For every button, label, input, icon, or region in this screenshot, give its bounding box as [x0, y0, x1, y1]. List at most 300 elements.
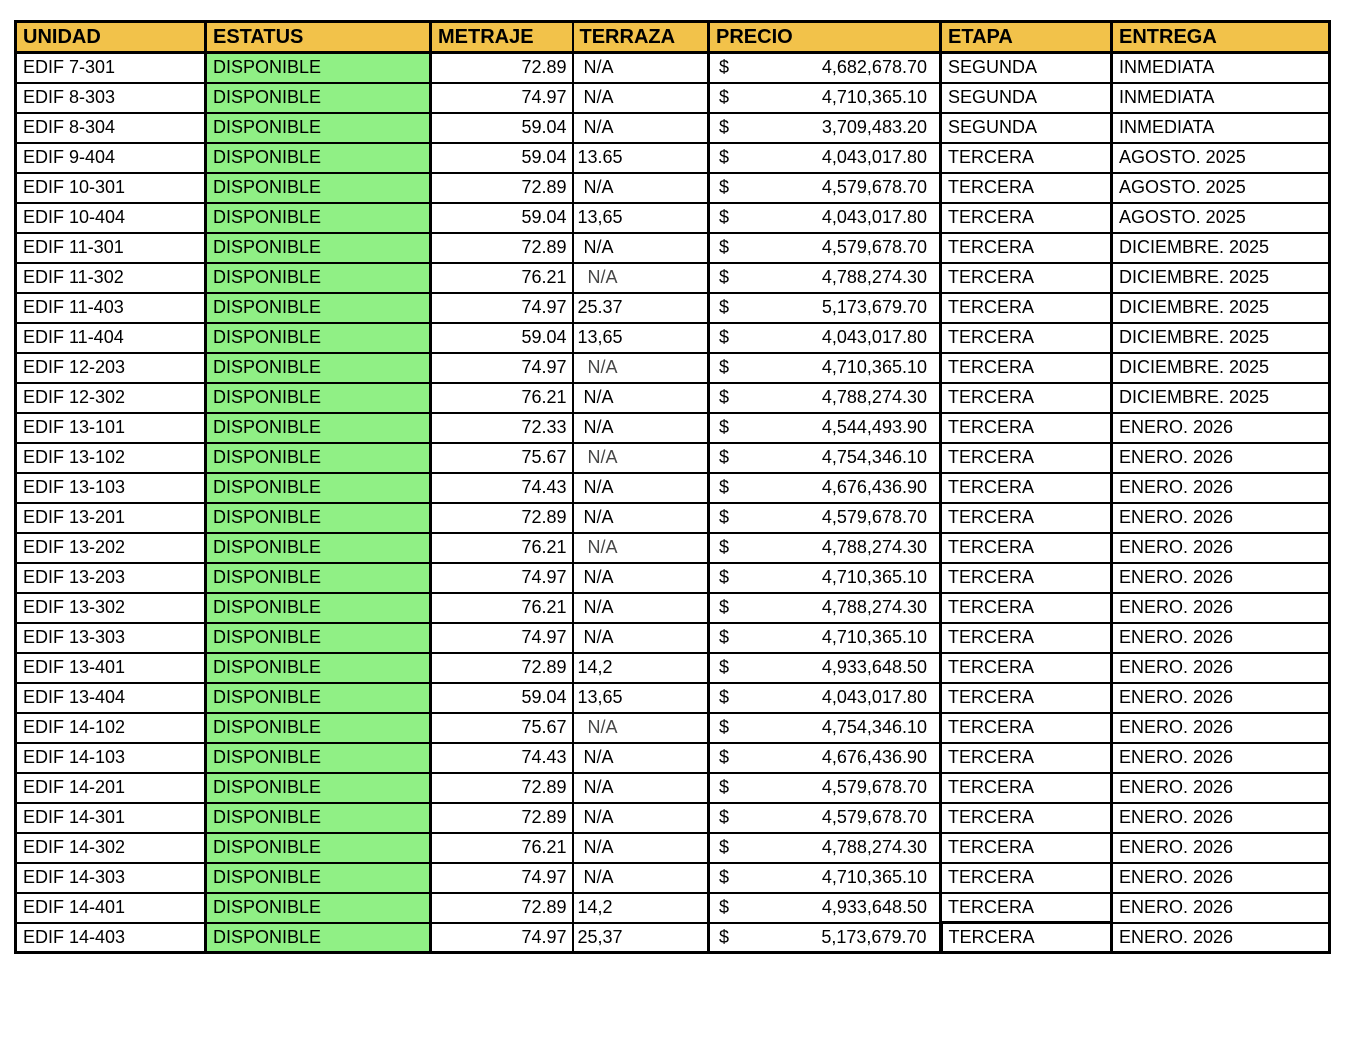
cell-unidad[interactable]: EDIF 12-203 — [16, 353, 206, 383]
price-amount: 4,710,365.10 — [821, 867, 927, 887]
cell-metraje[interactable]: 72.89 — [431, 233, 573, 263]
cell-metraje[interactable]: 74.97 — [431, 83, 573, 113]
cell-terraza[interactable]: N/A — [573, 593, 709, 623]
cell-unidad[interactable]: EDIF 11-301 — [16, 233, 206, 263]
cell-precio[interactable] — [709, 143, 941, 173]
table-row — [16, 713, 1330, 743]
cell-entrega[interactable]: ENERO. 2026 — [1112, 653, 1330, 683]
cell-metraje[interactable]: 74.43 — [431, 473, 573, 503]
cell-unidad[interactable]: EDIF 12-302 — [16, 383, 206, 413]
cell-unidad[interactable]: EDIF 13-202 — [16, 533, 206, 563]
cell-terraza[interactable]: N/A — [573, 413, 709, 443]
cell-unidad[interactable]: EDIF 13-101 — [16, 413, 206, 443]
cell-precio[interactable] — [709, 173, 941, 203]
cell-estatus status-badge[interactable]: DISPONIBLE — [206, 563, 431, 593]
column-header-etapa[interactable]: ETAPA — [941, 22, 1112, 53]
column-header-metraje[interactable]: METRAJE — [431, 22, 573, 53]
cell-estatus status-badge[interactable]: DISPONIBLE — [206, 143, 431, 173]
cell-precio[interactable] — [709, 833, 941, 863]
cell-unidad[interactable]: EDIF 8-304 — [16, 113, 206, 143]
currency-symbol: $ — [719, 417, 730, 437]
table-row — [16, 593, 1330, 623]
cell-unidad[interactable]: EDIF 14-303 — [16, 863, 206, 893]
table-row — [16, 773, 1330, 803]
cell-metraje[interactable]: 76.21 — [431, 833, 573, 863]
price-amount: 4,043,017.80 — [821, 327, 927, 347]
cell-entrega[interactable]: ENERO. 2026 — [1112, 713, 1330, 743]
cell-metraje[interactable]: 72.33 — [431, 413, 573, 443]
cell-etapa[interactable]: SEGUNDA — [941, 53, 1112, 83]
cell-terraza[interactable]: N/A — [573, 833, 709, 863]
cell-estatus status-badge[interactable]: DISPONIBLE — [206, 473, 431, 503]
cell-terraza[interactable]: 13.65 — [573, 143, 709, 173]
price-amount: 4,710,365.10 — [821, 357, 927, 377]
cell-unidad[interactable]: EDIF 13-401 — [16, 653, 206, 683]
cell-precio[interactable] — [709, 563, 941, 593]
price-cell-layout — [710, 537, 939, 558]
cell-entrega[interactable]: AGOSTO. 2025 — [1112, 143, 1330, 173]
cell-precio[interactable] — [709, 623, 941, 653]
currency-symbol: $ — [719, 147, 730, 167]
cell-metraje[interactable]: 72.89 — [431, 803, 573, 833]
cell-estatus status-badge[interactable]: DISPONIBLE — [206, 113, 431, 143]
cell-unidad[interactable]: EDIF 11-404 — [16, 323, 206, 353]
cell-unidad[interactable]: EDIF 13-404 — [16, 683, 206, 713]
cell-terraza[interactable]: N/A — [573, 383, 709, 413]
cell-unidad[interactable]: EDIF 13-302 — [16, 593, 206, 623]
cell-terraza[interactable]: 25,37 — [573, 923, 709, 953]
cell-etapa[interactable]: TERCERA — [941, 503, 1112, 533]
cell-estatus status-badge[interactable]: DISPONIBLE — [206, 323, 431, 353]
price-cell-layout — [710, 237, 939, 258]
price-amount: 4,933,648.50 — [821, 657, 927, 677]
cell-estatus status-badge[interactable]: DISPONIBLE — [206, 353, 431, 383]
cell-entrega[interactable]: ENERO. 2026 — [1112, 893, 1330, 923]
cell-estatus status-badge[interactable]: DISPONIBLE — [206, 803, 431, 833]
cell-precio[interactable] — [709, 743, 941, 773]
cell-precio[interactable] — [709, 323, 941, 353]
cell-metraje[interactable]: 72.89 — [431, 653, 573, 683]
price-amount: 4,676,436.90 — [821, 747, 927, 767]
cell-etapa[interactable]: TERCERA — [941, 743, 1112, 773]
cell-terraza[interactable]: N/A — [573, 803, 709, 833]
cell-etapa[interactable]: TERCERA — [941, 383, 1112, 413]
table-row — [16, 413, 1330, 443]
cell-terraza[interactable]: N/A — [573, 173, 709, 203]
cell-estatus status-badge[interactable]: DISPONIBLE — [206, 923, 431, 953]
cell-estatus status-badge[interactable]: DISPONIBLE — [206, 773, 431, 803]
cell-entrega[interactable]: INMEDIATA — [1112, 83, 1330, 113]
cell-etapa[interactable]: TERCERA — [941, 833, 1112, 863]
price-cell-layout — [710, 717, 939, 738]
inventory-table — [14, 20, 1331, 954]
cell-etapa[interactable]: TERCERA — [941, 473, 1112, 503]
cell-terraza[interactable]: 13,65 — [573, 323, 709, 353]
cell-etapa[interactable]: TERCERA — [941, 443, 1112, 473]
cell-estatus status-badge[interactable]: DISPONIBLE — [206, 713, 431, 743]
price-cell-layout — [710, 57, 939, 78]
cell-precio[interactable] — [709, 923, 941, 953]
cell-unidad[interactable]: EDIF 13-203 — [16, 563, 206, 593]
cell-etapa[interactable]: TERCERA — [941, 143, 1112, 173]
cell-entrega[interactable]: ENERO. 2026 — [1112, 833, 1330, 863]
table-row — [16, 53, 1330, 83]
cell-entrega[interactable]: INMEDIATA — [1112, 113, 1330, 143]
cell-entrega[interactable]: ENERO. 2026 — [1112, 533, 1330, 563]
cell-etapa[interactable]: TERCERA — [941, 263, 1112, 293]
cell-etapa[interactable]: TERCERA — [941, 413, 1112, 443]
cell-entrega[interactable]: ENERO. 2026 — [1112, 443, 1330, 473]
cell-etapa[interactable]: TERCERA — [941, 233, 1112, 263]
cell-etapa[interactable]: TERCERA — [941, 863, 1112, 893]
price-cell-layout — [710, 297, 939, 318]
price-cell-layout — [710, 927, 939, 948]
cell-entrega[interactable]: DICIEMBRE. 2025 — [1112, 323, 1330, 353]
cell-terraza[interactable]: 13,65 — [573, 203, 709, 233]
table-row — [16, 563, 1330, 593]
price-amount: 4,579,678.70 — [821, 807, 927, 827]
cell-metraje[interactable]: 72.89 — [431, 53, 573, 83]
cell-precio[interactable] — [709, 503, 941, 533]
currency-symbol: $ — [719, 327, 730, 347]
cell-precio[interactable] — [709, 383, 941, 413]
cell-precio[interactable] — [709, 83, 941, 113]
cell-metraje[interactable]: 72.89 — [431, 893, 573, 923]
currency-symbol: $ — [719, 567, 730, 587]
cell-precio[interactable] — [709, 473, 941, 503]
cell-estatus status-badge[interactable]: DISPONIBLE — [206, 653, 431, 683]
cell-etapa[interactable]: TERCERA — [941, 623, 1112, 653]
currency-symbol: $ — [719, 537, 730, 557]
cell-metraje[interactable]: 74.97 — [431, 563, 573, 593]
cell-metraje[interactable]: 74.97 — [431, 293, 573, 323]
cell-precio[interactable] — [709, 863, 941, 893]
cell-unidad[interactable]: EDIF 14-102 — [16, 713, 206, 743]
price-cell-layout — [710, 657, 939, 678]
table-row — [16, 323, 1330, 353]
cell-unidad[interactable]: EDIF 14-201 — [16, 773, 206, 803]
price-cell-layout — [710, 357, 939, 378]
cell-metraje[interactable]: 59.04 — [431, 113, 573, 143]
cell-precio[interactable] — [709, 893, 941, 923]
cell-precio[interactable] — [709, 353, 941, 383]
cell-terraza[interactable]: 25.37 — [573, 293, 709, 323]
price-amount: 3,709,483.20 — [821, 117, 927, 137]
cell-unidad[interactable]: EDIF 14-301 — [16, 803, 206, 833]
cell-metraje[interactable]: 76.21 — [431, 533, 573, 563]
cell-unidad[interactable]: EDIF 13-303 — [16, 623, 206, 653]
price-amount: 4,788,274.30 — [821, 267, 927, 287]
cell-metraje[interactable]: 74.97 — [431, 923, 573, 953]
cell-precio[interactable] — [709, 533, 941, 563]
cell-etapa[interactable]: TERCERA — [941, 923, 1112, 953]
price-cell-layout — [710, 747, 939, 768]
cell-unidad[interactable]: EDIF 11-302 — [16, 263, 206, 293]
column-header-precio[interactable]: PRECIO — [709, 22, 941, 53]
cell-precio[interactable] — [709, 203, 941, 233]
price-amount: 4,754,346.10 — [821, 447, 927, 467]
cell-metraje[interactable]: 72.89 — [431, 773, 573, 803]
table-row — [16, 623, 1330, 653]
cell-estatus status-badge[interactable]: DISPONIBLE — [206, 893, 431, 923]
price-amount: 4,579,678.70 — [821, 777, 927, 797]
currency-symbol: $ — [719, 297, 730, 317]
table-row — [16, 203, 1330, 233]
cell-unidad[interactable]: EDIF 14-401 — [16, 893, 206, 923]
cell-precio[interactable] — [709, 713, 941, 743]
currency-symbol: $ — [719, 717, 730, 737]
cell-metraje[interactable]: 74.43 — [431, 743, 573, 773]
price-amount: 4,682,678.70 — [821, 57, 927, 78]
cell-etapa[interactable]: TERCERA — [941, 533, 1112, 563]
cell-precio[interactable] — [709, 113, 941, 143]
cell-metraje[interactable]: 75.67 — [431, 443, 573, 473]
cell-entrega[interactable]: ENERO. 2026 — [1112, 923, 1330, 953]
cell-precio[interactable] — [709, 653, 941, 683]
cell-estatus status-badge[interactable]: DISPONIBLE — [206, 833, 431, 863]
cell-estatus status-badge[interactable]: DISPONIBLE — [206, 593, 431, 623]
header-row — [16, 22, 1330, 53]
cell-entrega[interactable]: DICIEMBRE. 2025 — [1112, 353, 1330, 383]
cell-entrega[interactable]: ENERO. 2026 — [1112, 473, 1330, 503]
price-cell-layout — [710, 567, 939, 588]
cell-estatus status-badge[interactable]: DISPONIBLE — [206, 413, 431, 443]
cell-metraje[interactable]: 74.97 — [431, 623, 573, 653]
cell-estatus status-badge[interactable]: DISPONIBLE — [206, 173, 431, 203]
table-row — [16, 533, 1330, 563]
cell-entrega[interactable]: ENERO. 2026 — [1112, 683, 1330, 713]
cell-metraje[interactable]: 59.04 — [431, 323, 573, 353]
cell-terraza[interactable]: N/A — [573, 773, 709, 803]
cell-estatus status-badge[interactable]: DISPONIBLE — [206, 53, 431, 83]
cell-entrega[interactable]: AGOSTO. 2025 — [1112, 173, 1330, 203]
price-amount: 5,173,679.70 — [821, 297, 927, 317]
table-row — [16, 683, 1330, 713]
cell-etapa[interactable]: SEGUNDA — [941, 113, 1112, 143]
cell-estatus status-badge[interactable]: DISPONIBLE — [206, 503, 431, 533]
column-header-estatus[interactable]: ESTATUS — [206, 22, 431, 53]
cell-entrega[interactable]: DICIEMBRE. 2025 — [1112, 233, 1330, 263]
cell-estatus status-badge[interactable]: DISPONIBLE — [206, 863, 431, 893]
cell-entrega[interactable]: ENERO. 2026 — [1112, 743, 1330, 773]
table-row — [16, 653, 1330, 683]
cell-unidad[interactable]: EDIF 14-302 — [16, 833, 206, 863]
cell-etapa[interactable]: TERCERA — [941, 683, 1112, 713]
cell-etapa[interactable]: TERCERA — [941, 653, 1112, 683]
table-row — [16, 803, 1330, 833]
cell-metraje[interactable]: 76.21 — [431, 263, 573, 293]
cell-entrega[interactable]: INMEDIATA — [1112, 53, 1330, 83]
price-amount: 4,788,274.30 — [821, 537, 927, 557]
cell-terraza[interactable]: N/A — [573, 443, 709, 473]
cell-etapa[interactable]: TERCERA — [941, 803, 1112, 833]
cell-entrega[interactable]: ENERO. 2026 — [1112, 623, 1330, 653]
currency-symbol: $ — [719, 897, 730, 917]
cell-estatus status-badge[interactable]: DISPONIBLE — [206, 263, 431, 293]
cell-terraza[interactable]: N/A — [573, 53, 709, 83]
cell-metraje[interactable]: 75.67 — [431, 713, 573, 743]
cell-unidad[interactable]: EDIF 14-103 — [16, 743, 206, 773]
currency-symbol: $ — [719, 837, 730, 857]
cell-terraza[interactable]: N/A — [573, 563, 709, 593]
cell-terraza[interactable]: 14,2 — [573, 893, 709, 923]
cell-terraza[interactable]: N/A — [573, 623, 709, 653]
table-row — [16, 443, 1330, 473]
cell-precio[interactable] — [709, 233, 941, 263]
cell-estatus status-badge[interactable]: DISPONIBLE — [206, 293, 431, 323]
currency-symbol: $ — [719, 57, 730, 78]
cell-entrega[interactable]: ENERO. 2026 — [1112, 863, 1330, 893]
table-row — [16, 293, 1330, 323]
currency-symbol: $ — [719, 926, 730, 947]
cell-estatus status-badge[interactable]: DISPONIBLE — [206, 743, 431, 773]
cell-precio[interactable] — [709, 293, 941, 323]
cell-unidad[interactable]: EDIF 10-301 — [16, 173, 206, 203]
cell-terraza[interactable]: 14,2 — [573, 653, 709, 683]
currency-symbol: $ — [719, 117, 730, 137]
cell-precio[interactable] — [709, 593, 941, 623]
cell-etapa[interactable]: TERCERA — [941, 323, 1112, 353]
cell-entrega[interactable]: ENERO. 2026 — [1112, 413, 1330, 443]
cell-unidad[interactable]: EDIF 11-403 — [16, 293, 206, 323]
cell-unidad[interactable]: EDIF 14-403 — [16, 923, 206, 953]
cell-precio[interactable] — [709, 53, 941, 83]
cell-precio[interactable] — [709, 683, 941, 713]
cell-precio[interactable] — [709, 773, 941, 803]
table-row — [16, 863, 1330, 893]
column-header-terraza[interactable]: TERRAZA — [573, 22, 709, 53]
cell-terraza[interactable]: N/A — [573, 113, 709, 143]
cell-metraje[interactable]: 59.04 — [431, 683, 573, 713]
currency-symbol: $ — [719, 207, 730, 227]
price-cell-layout — [710, 177, 939, 198]
price-cell-layout — [710, 147, 939, 168]
cell-etapa[interactable]: TERCERA — [941, 293, 1112, 323]
cell-estatus status-badge[interactable]: DISPONIBLE — [206, 83, 431, 113]
cell-entrega[interactable]: ENERO. 2026 — [1112, 803, 1330, 833]
table-row — [16, 233, 1330, 263]
cell-unidad[interactable]: EDIF 7-301 — [16, 53, 206, 83]
cell-estatus status-badge[interactable]: DISPONIBLE — [206, 533, 431, 563]
cell-estatus status-badge[interactable]: DISPONIBLE — [206, 623, 431, 653]
cell-estatus status-badge[interactable]: DISPONIBLE — [206, 233, 431, 263]
cell-terraza[interactable]: N/A — [573, 503, 709, 533]
cell-terraza[interactable]: N/A — [573, 353, 709, 383]
price-amount: 4,579,678.70 — [821, 237, 927, 257]
currency-symbol: $ — [719, 507, 730, 527]
cell-metraje[interactable]: 74.97 — [431, 353, 573, 383]
cell-entrega[interactable]: ENERO. 2026 — [1112, 593, 1330, 623]
cell-metraje[interactable]: 59.04 — [431, 143, 573, 173]
cell-entrega[interactable]: DICIEMBRE. 2025 — [1112, 293, 1330, 323]
cell-unidad[interactable]: EDIF 9-404 — [16, 143, 206, 173]
price-amount: 4,933,648.50 — [821, 897, 927, 917]
cell-terraza[interactable]: N/A — [573, 263, 709, 293]
cell-metraje[interactable]: 76.21 — [431, 593, 573, 623]
cell-etapa[interactable]: TERCERA — [941, 563, 1112, 593]
cell-precio[interactable] — [709, 413, 941, 443]
cell-metraje[interactable]: 72.89 — [431, 173, 573, 203]
cell-metraje[interactable]: 76.21 — [431, 383, 573, 413]
cell-unidad[interactable]: EDIF 13-102 — [16, 443, 206, 473]
price-cell-layout — [710, 327, 939, 348]
price-cell-layout — [710, 627, 939, 648]
cell-etapa[interactable]: TERCERA — [941, 353, 1112, 383]
currency-symbol: $ — [719, 267, 730, 287]
cell-etapa[interactable]: TERCERA — [941, 773, 1112, 803]
table-row — [16, 83, 1330, 113]
cell-entrega[interactable]: ENERO. 2026 — [1112, 773, 1330, 803]
cell-unidad[interactable]: EDIF 8-303 — [16, 83, 206, 113]
cell-etapa[interactable]: TERCERA — [941, 893, 1112, 923]
column-header-entrega[interactable]: ENTREGA — [1112, 22, 1330, 53]
currency-symbol: $ — [719, 477, 730, 497]
cell-metraje[interactable]: 72.89 — [431, 503, 573, 533]
price-amount: 4,544,493.90 — [821, 417, 927, 437]
cell-entrega[interactable]: DICIEMBRE. 2025 — [1112, 263, 1330, 293]
price-cell-layout — [710, 87, 939, 108]
cell-precio[interactable] — [709, 263, 941, 293]
cell-terraza[interactable]: N/A — [573, 83, 709, 113]
cell-terraza[interactable]: N/A — [573, 713, 709, 743]
cell-estatus status-badge[interactable]: DISPONIBLE — [206, 203, 431, 233]
cell-etapa[interactable]: TERCERA — [941, 593, 1112, 623]
cell-terraza[interactable]: N/A — [573, 533, 709, 563]
price-cell-layout — [710, 477, 939, 498]
cell-estatus status-badge[interactable]: DISPONIBLE — [206, 683, 431, 713]
currency-symbol: $ — [719, 807, 730, 827]
cell-entrega[interactable]: DICIEMBRE. 2025 — [1112, 383, 1330, 413]
price-amount: 4,788,274.30 — [821, 837, 927, 857]
cell-etapa[interactable]: TERCERA — [941, 173, 1112, 203]
cell-etapa[interactable]: SEGUNDA — [941, 83, 1112, 113]
cell-entrega[interactable]: AGOSTO. 2025 — [1112, 203, 1330, 233]
cell-unidad[interactable]: EDIF 13-201 — [16, 503, 206, 533]
price-cell-layout — [710, 687, 939, 708]
cell-entrega[interactable]: ENERO. 2026 — [1112, 563, 1330, 593]
cell-unidad[interactable]: EDIF 13-103 — [16, 473, 206, 503]
cell-unidad[interactable]: EDIF 10-404 — [16, 203, 206, 233]
cell-etapa[interactable]: TERCERA — [941, 203, 1112, 233]
column-header-unidad[interactable]: UNIDAD — [16, 22, 206, 53]
cell-entrega[interactable]: ENERO. 2026 — [1112, 503, 1330, 533]
table-row — [16, 923, 1330, 953]
currency-symbol: $ — [719, 177, 730, 197]
table-row — [16, 113, 1330, 143]
table-row — [16, 383, 1330, 413]
cell-precio[interactable] — [709, 803, 941, 833]
price-amount: 5,173,679.70 — [821, 926, 927, 947]
cell-terraza[interactable]: N/A — [573, 863, 709, 893]
cell-metraje[interactable]: 74.97 — [431, 863, 573, 893]
cell-terraza[interactable]: 13,65 — [573, 683, 709, 713]
cell-precio[interactable] — [709, 443, 941, 473]
cell-etapa[interactable]: TERCERA — [941, 713, 1112, 743]
cell-estatus status-badge[interactable]: DISPONIBLE — [206, 443, 431, 473]
price-amount: 4,676,436.90 — [821, 477, 927, 497]
cell-terraza[interactable]: N/A — [573, 233, 709, 263]
cell-metraje[interactable]: 59.04 — [431, 203, 573, 233]
cell-terraza[interactable]: N/A — [573, 743, 709, 773]
table-row — [16, 743, 1330, 773]
table-row — [16, 893, 1330, 923]
currency-symbol: $ — [719, 687, 730, 707]
cell-terraza[interactable]: N/A — [573, 473, 709, 503]
cell-estatus status-badge[interactable]: DISPONIBLE — [206, 383, 431, 413]
price-cell-layout — [710, 507, 939, 528]
currency-symbol: $ — [719, 87, 730, 107]
currency-symbol: $ — [719, 357, 730, 377]
